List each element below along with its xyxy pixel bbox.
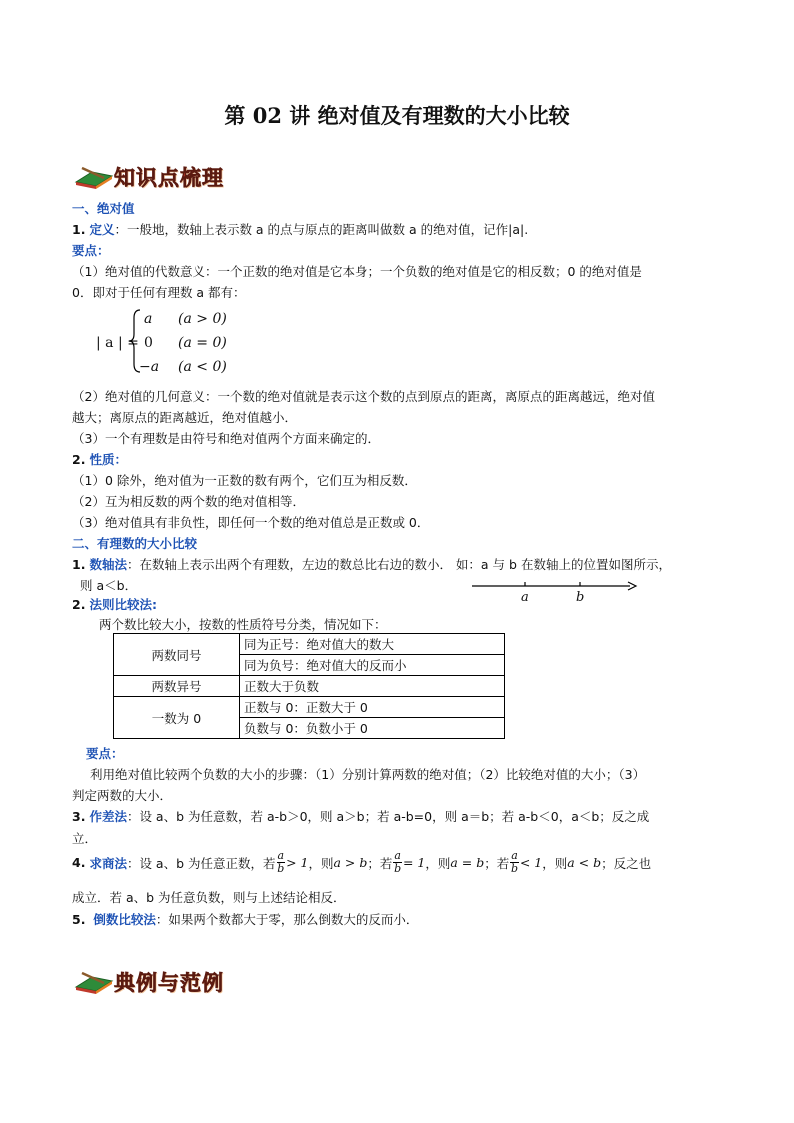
algebraic-meaning-line1: （1）绝对值的代数意义：一个正数的绝对值是它本身；一个负数的绝对值是它的相反数；0 的绝对值是	[72, 264, 642, 279]
quotient-condition-3: < 1	[519, 855, 543, 870]
banner-title: 典例与范例	[114, 971, 224, 995]
section-banner-knowledge	[74, 162, 224, 192]
reciprocal-method-line	[72, 910, 418, 928]
number-line-method-line2: 则 a＜b．	[80, 578, 138, 593]
text-segment: ；若	[484, 855, 510, 871]
reciprocal-method-text: ：如果两个数都大于零，那么倒数大的反而小．	[155, 912, 419, 927]
section-heading-absolute-value: 一、绝对值	[72, 201, 135, 216]
negative-comparison-line1: 利用绝对值比较两个负数的大小的步骤：（1）分别计算两数的绝对值；（2）比较绝对值的大小；（3）	[90, 767, 646, 782]
number-line-figure	[470, 578, 640, 598]
quotient-result-1: a > b	[333, 855, 368, 870]
number-line-point-a: a	[521, 590, 529, 605]
number-line-method-label: 数轴法	[89, 557, 127, 572]
table-row	[114, 697, 505, 718]
piecewise-case-3-value: −a	[139, 359, 160, 375]
piecewise-case-1-value: a	[144, 311, 153, 327]
comparison-rules-table	[113, 633, 505, 739]
table-row	[114, 634, 505, 655]
rule-method-heading	[72, 595, 157, 613]
table-cell-label: 一数为 0	[114, 697, 240, 739]
quotient-method-label: 求商法	[89, 855, 127, 871]
item-number: 2.	[72, 452, 86, 467]
quotient-method-line2: 成立．若 a、b 为任意负数，则与上述结论相反．	[72, 890, 346, 905]
definition-line	[72, 220, 528, 238]
quotient-result-3: a < b	[567, 855, 602, 870]
fraction-a-over-b: $\frac{a}{b}$	[394, 849, 402, 875]
book-pen-icon	[74, 969, 114, 995]
piecewise-case-1-condition: (a > 0)	[178, 311, 227, 327]
piecewise-case-2-condition: (a = 0)	[178, 335, 227, 351]
quotient-condition-2: = 1	[402, 855, 426, 870]
table-cell: 正数大于负数	[240, 676, 505, 697]
number-line-method-text: ：在数轴上表示出两个有理数，左边的数总比右边的数小． 如：a 与 b 在数轴上的位置如图所示，	[126, 557, 671, 572]
text-segment: ；若	[367, 855, 393, 871]
property-2: （2）互为相反数的两个数的绝对值相等．	[72, 494, 305, 509]
algebraic-meaning-line2: 0．即对于任何有理数 a 都有：	[72, 285, 246, 300]
table-cell: 同为正号：绝对值大的数大	[240, 634, 505, 655]
fraction-a-over-b: $\frac{a}{b}$	[277, 849, 285, 875]
properties-label: 性质：	[89, 452, 127, 467]
item-number: 4.	[72, 855, 86, 870]
book-pen-icon	[74, 164, 114, 190]
sign-and-magnitude-line: （3）一个有理数是由符号和绝对值两个方面来确定的．	[72, 431, 380, 446]
banner-title: 知识点梳理	[114, 166, 224, 190]
number-line-method-line1	[72, 555, 671, 573]
property-3: （3）绝对值具有非负性，即任何一个数的绝对值总是正数或 0．	[72, 515, 430, 530]
item-number: 3.	[72, 809, 86, 824]
piecewise-lhs: | a | =	[96, 335, 139, 351]
key-points-label-2: 要点：	[86, 746, 124, 761]
piecewise-case-3-condition: (a < 0)	[178, 359, 227, 375]
rule-method-intro: 两个数比较大小，按数的性质符号分类，情况如下：	[99, 617, 387, 632]
negative-comparison-line2: 判定两数的大小．	[72, 788, 173, 803]
text-segment: ；反之也	[601, 855, 652, 871]
number-line-point-b: b	[576, 590, 585, 605]
definition-text: ：一般地，数轴上表示数 a 的点与原点的距离叫做数 a 的绝对值，记作|a|.	[114, 222, 529, 237]
rule-method-label: 法则比较法:	[89, 597, 157, 612]
quotient-result-2: a = b	[450, 855, 485, 870]
definition-label: 定义	[89, 222, 115, 237]
table-cell-label: 两数异号	[114, 676, 240, 697]
page-title: 第 02 讲 绝对值及有理数的大小比较	[224, 103, 570, 128]
quotient-method-line1	[72, 850, 651, 875]
table-cell: 负数与 0：负数小于 0	[240, 718, 505, 739]
key-points-label: 要点：	[72, 243, 110, 258]
geometric-meaning-line1: （2）绝对值的几何意义：一个数的绝对值就是表示这个数的点到原点的距离，离原点的距离越远，绝对值	[72, 389, 655, 404]
quotient-condition-1: > 1	[286, 855, 309, 870]
text-segment: ，则	[425, 855, 451, 871]
property-1: （1）0 除外，绝对值为一正数的数有两个，它们互为相反数．	[72, 473, 417, 488]
difference-method-line1	[72, 807, 649, 825]
quotient-method-text: ：设 a、b 为任意正数，若	[126, 855, 276, 871]
table-cell: 同为负号：绝对值大的反而小	[240, 655, 505, 676]
item-number: 1.	[72, 557, 86, 572]
text-segment: ，则	[308, 855, 334, 871]
piecewise-case-2-value: 0	[144, 335, 153, 351]
text-segment: ，则	[542, 855, 568, 871]
properties-heading	[72, 450, 127, 468]
section-heading-comparison: 二、有理数的大小比较	[72, 536, 198, 551]
section-banner-examples	[74, 967, 224, 997]
table-cell-label: 两数同号	[114, 634, 240, 676]
item-number: 2.	[72, 597, 86, 612]
difference-method-label: 作差法	[89, 809, 127, 824]
difference-method-text: ：设 a、b 为任意数，若 a-b＞0，则 a＞b；若 a-b=0，则 a＝b；若 a-b＜0，a＜b；反之成	[126, 809, 650, 824]
geometric-meaning-line2: 越大；离原点的距离越近，绝对值越小．	[72, 410, 298, 425]
table-cell: 正数与 0：正数大于 0	[240, 697, 505, 718]
table-row	[114, 676, 505, 697]
item-number: 5.	[72, 912, 86, 927]
reciprocal-method-label: 倒数比较法	[93, 912, 156, 927]
fraction-a-over-b: $\frac{a}{b}$	[511, 849, 519, 875]
item-number: 1.	[72, 222, 86, 237]
difference-method-line2: 立．	[72, 831, 98, 846]
